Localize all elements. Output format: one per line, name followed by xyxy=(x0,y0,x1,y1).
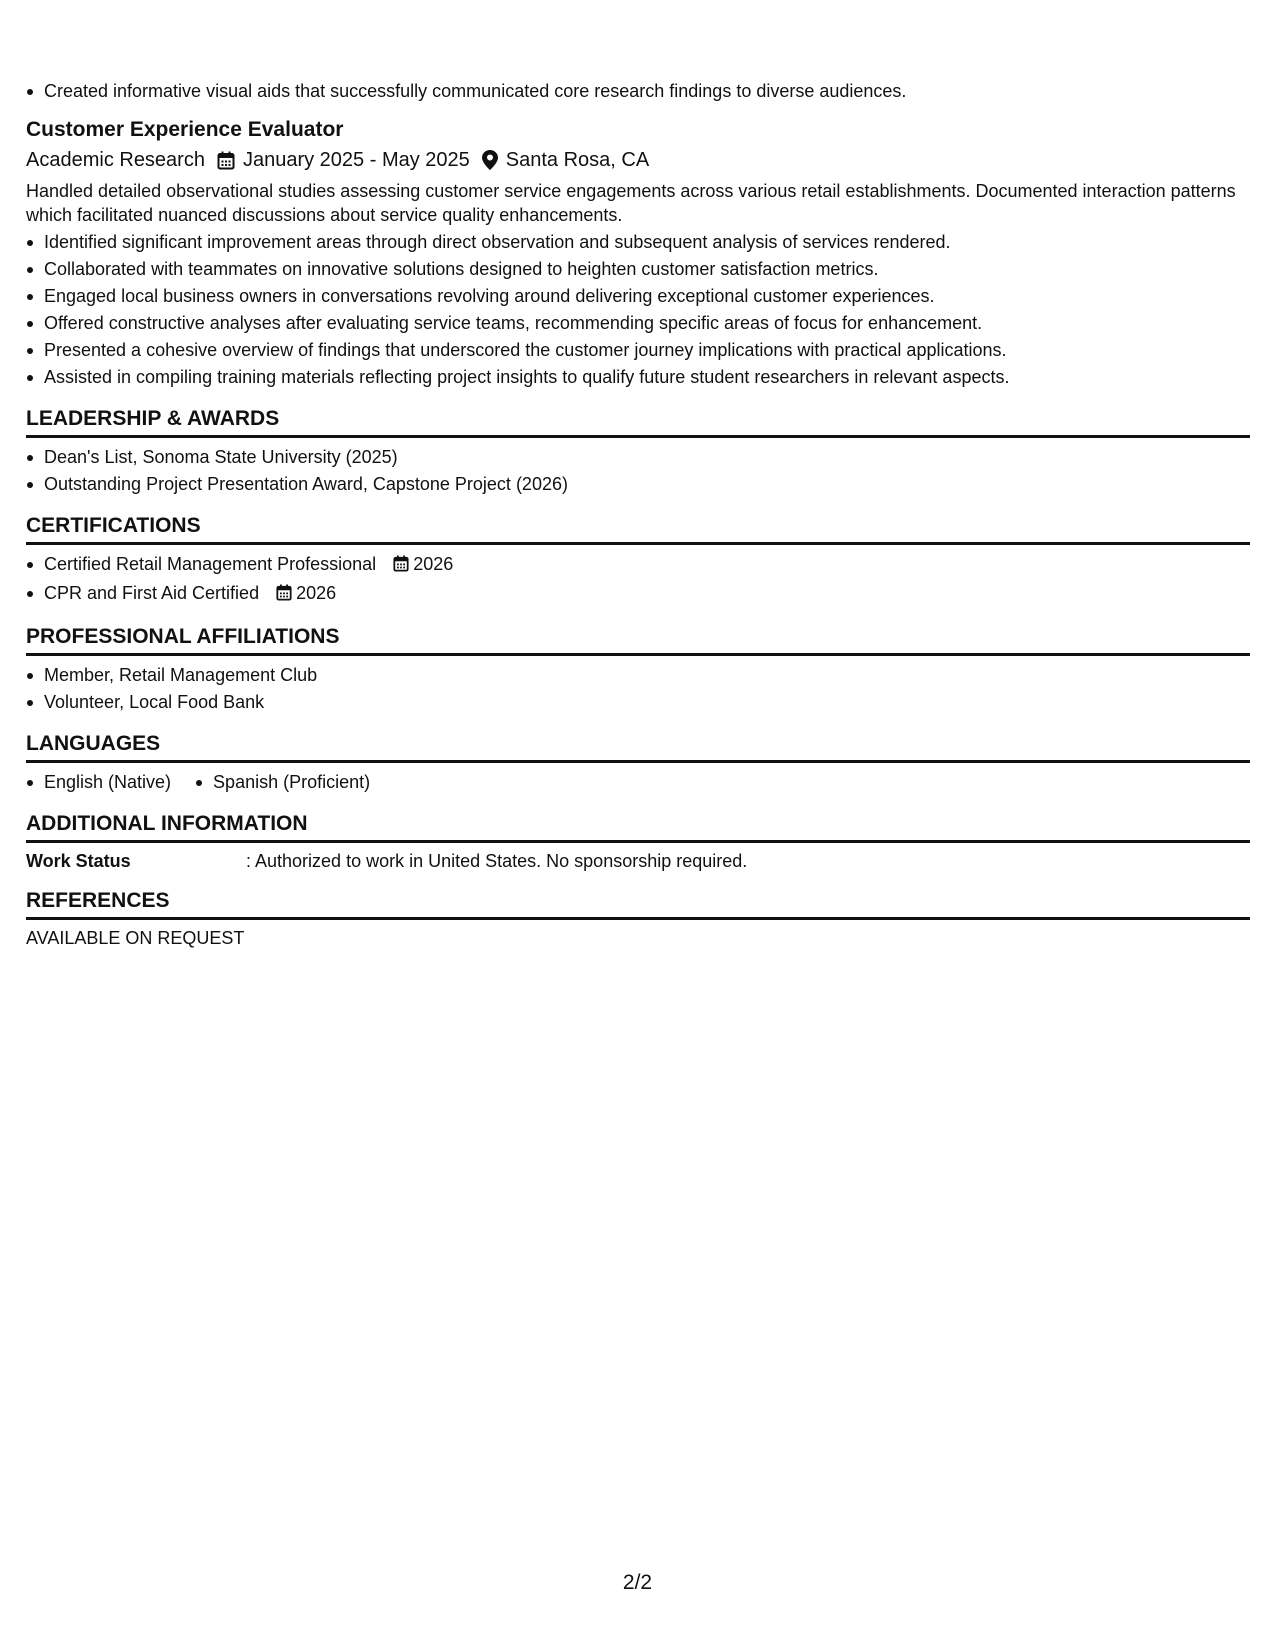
calendar-icon xyxy=(217,151,235,170)
job-bullets xyxy=(26,229,1250,391)
affiliations-section xyxy=(26,623,1250,716)
list-item: Collaborated with teammates on innovative solutions designed to heighten customer satisfaction metrics. xyxy=(26,256,1250,283)
list-item: Engaged local business owners in conversations revolving around delivering exceptional customer experiences. xyxy=(26,283,1250,310)
job-entry xyxy=(26,115,1250,391)
section-title: ADDITIONAL INFORMATION xyxy=(26,810,1250,843)
list-item xyxy=(26,551,1250,580)
list-item: Created informative visual aids that successfully communicated core research findings to diverse audiences. xyxy=(26,78,1250,105)
certification-year: 2026 xyxy=(413,554,454,574)
section-title: LANGUAGES xyxy=(26,730,1250,763)
section-title: CERTIFICATIONS xyxy=(26,512,1250,545)
leadership-section xyxy=(26,405,1250,498)
page-number: 2/2 xyxy=(622,1571,653,1594)
job-meta xyxy=(26,145,1250,175)
certification-year: 2026 xyxy=(296,583,337,603)
work-status-label: Work Status xyxy=(26,851,131,871)
calendar-icon xyxy=(276,582,292,609)
section-title: PROFESSIONAL AFFILIATIONS xyxy=(26,623,1250,656)
job-title: Customer Experience Evaluator xyxy=(26,118,344,141)
certification-name: CPR and First Aid Certified xyxy=(44,583,260,603)
job-dates: January 2025 - May 2025 xyxy=(242,149,470,171)
list-item: Presented a cohesive overview of findings that underscored the customer journey implications with practical applications. xyxy=(26,337,1250,364)
list-item: Outstanding Project Presentation Award, Capstone Project (2026) xyxy=(26,471,1250,498)
language-item: English (Native) xyxy=(26,769,171,796)
resume-page xyxy=(26,78,1250,950)
certification-name: Certified Retail Management Professional xyxy=(44,554,377,574)
references-section xyxy=(26,887,1250,950)
job-summary: Handled detailed observational studies assessing customer service engagements across various retail establishments. Documented interaction patterns which facilitated nuanced discussions about service quality enhancements. xyxy=(26,181,1236,225)
work-status-value: : Authorized to work in United States. No sponsorship required. xyxy=(246,851,748,871)
additional-info-section xyxy=(26,810,1250,873)
list-item: Identified significant improvement areas through direct observation and subsequent analysis of services rendered. xyxy=(26,229,1250,256)
list-item xyxy=(26,580,1250,609)
language-item: Spanish (Proficient) xyxy=(195,769,370,796)
previous-job-bullets xyxy=(26,78,1250,105)
list-item: Offered constructive analyses after evaluating service teams, recommending specific areas of focus for enhancement. xyxy=(26,310,1250,337)
list-item: Assisted in compiling training materials reflecting project insights to qualify future student researchers in relevant aspects. xyxy=(26,364,1250,391)
map-pin-icon xyxy=(482,150,498,170)
section-title: REFERENCES xyxy=(26,887,1250,920)
list-item: Volunteer, Local Food Bank xyxy=(26,689,1250,716)
certifications-section xyxy=(26,512,1250,609)
languages-section xyxy=(26,730,1250,796)
job-location: Santa Rosa, CA xyxy=(505,149,650,171)
calendar-icon xyxy=(393,553,409,580)
list-item: Dean's List, Sonoma State University (2025) xyxy=(26,444,1250,471)
references-text: AVAILABLE ON REQUEST xyxy=(26,928,245,948)
work-status-row xyxy=(26,849,1250,873)
section-title: LEADERSHIP & AWARDS xyxy=(26,405,1250,438)
job-organization: Academic Research xyxy=(26,149,205,171)
list-item: Member, Retail Management Club xyxy=(26,662,1250,689)
